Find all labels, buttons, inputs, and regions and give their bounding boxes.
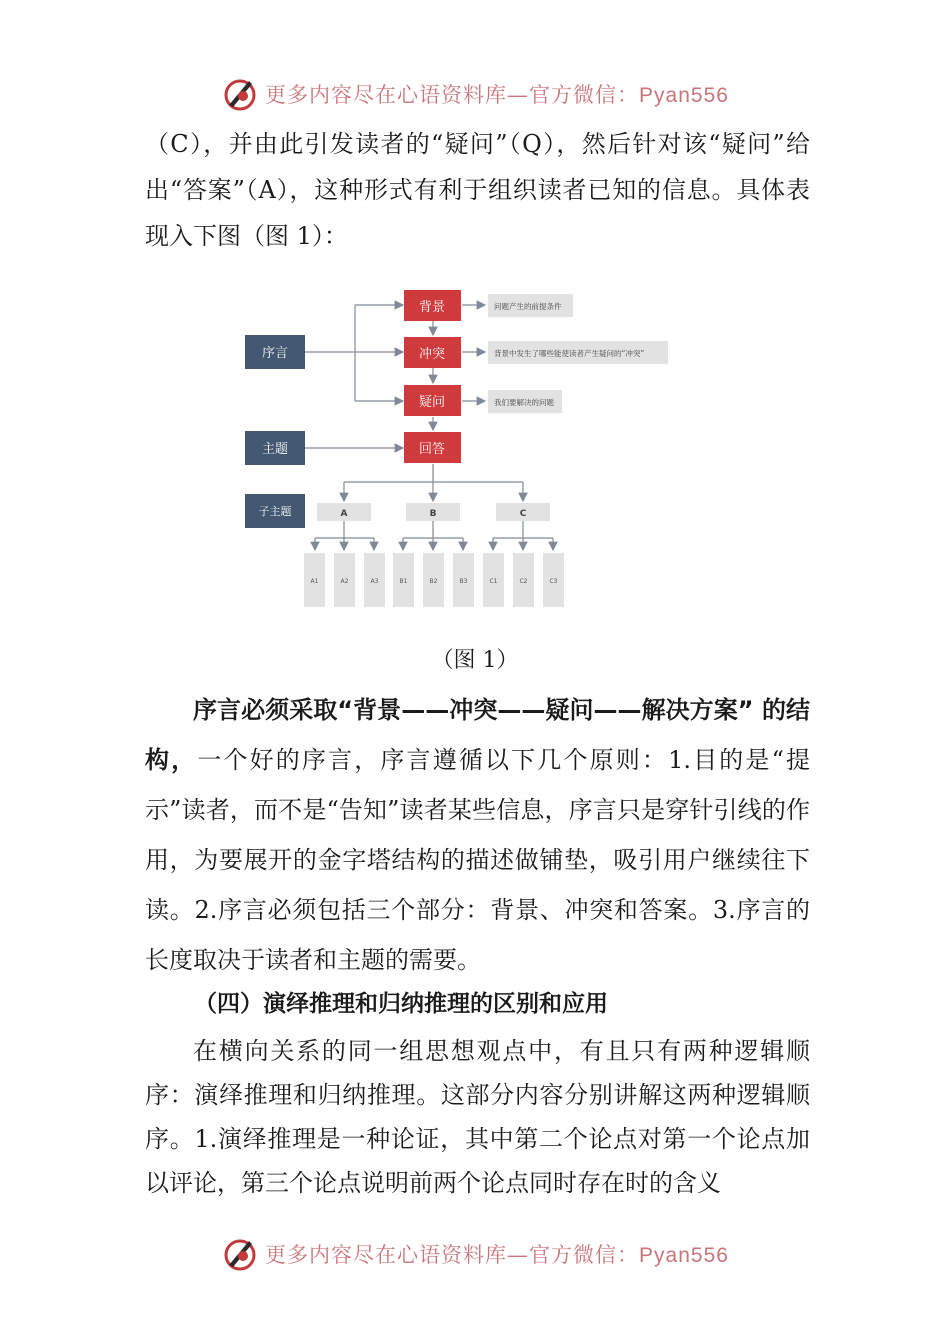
subtopic-box-a xyxy=(317,503,371,521)
svg-text:我们要解决的问题: 我们要解决的问题 xyxy=(494,398,554,407)
svg-text:B2: B2 xyxy=(429,578,438,585)
bold-lead-text: 序言必须采取“背景——冲突——疑问——解决方案” 的结构， xyxy=(145,696,810,774)
figure-caption: （图 1） xyxy=(431,648,519,673)
leaf-a1 xyxy=(304,553,325,607)
svg-text:A1: A1 xyxy=(310,578,319,585)
leaf-c1 xyxy=(483,553,504,607)
scqa-diagram xyxy=(240,283,680,613)
svg-text:B3: B3 xyxy=(459,578,468,585)
svg-text:A3: A3 xyxy=(370,578,379,585)
red-box-question xyxy=(404,385,461,416)
note-conflict xyxy=(488,341,668,364)
red-box-background xyxy=(404,290,461,321)
svg-text:C2: C2 xyxy=(519,578,528,585)
leaf-b3 xyxy=(453,553,474,607)
svg-text:B1: B1 xyxy=(399,578,408,585)
section-heading: （四）演绎推理和归纳推理的区别和应用 xyxy=(194,991,608,1017)
left-box-topic xyxy=(245,431,305,465)
leaf-a3 xyxy=(364,553,385,607)
banner-text: 更多内容尽在心语资料库—官方微信：Pyan556 xyxy=(265,83,729,107)
svg-text:C1: C1 xyxy=(489,578,498,585)
svg-text:子主题: 子主题 xyxy=(258,505,292,518)
brush-logo-icon xyxy=(221,75,259,113)
banner-wechat-id: Pyan556 xyxy=(639,84,729,107)
left-box-subtopic xyxy=(245,494,305,528)
svg-text:疑问: 疑问 xyxy=(418,395,446,410)
leaf-a2 xyxy=(334,553,355,607)
svg-text:问题产生的前提条件: 问题产生的前提条件 xyxy=(494,302,562,311)
banner-wechat-id: Pyan556 xyxy=(639,1244,729,1267)
red-box-conflict xyxy=(404,337,461,368)
leaf-b2 xyxy=(423,553,444,607)
svg-text:C: C xyxy=(519,509,527,519)
svg-text:B: B xyxy=(429,509,437,519)
svg-text:A2: A2 xyxy=(340,578,349,585)
subtopic-box-c xyxy=(496,503,550,521)
leaf-b1 xyxy=(393,553,414,607)
bottom-watermark-banner xyxy=(0,1234,950,1274)
svg-text:背景: 背景 xyxy=(418,300,446,315)
svg-text:主题: 主题 xyxy=(261,442,289,457)
note-question xyxy=(488,390,562,413)
svg-text:背景中发生了哪些能使读者产生疑问的“冲突”: 背景中发生了哪些能使读者产生疑问的“冲突” xyxy=(494,349,645,358)
note-background xyxy=(488,294,573,317)
leaf-c2 xyxy=(513,553,534,607)
left-box-preface xyxy=(245,335,305,369)
top-watermark-banner xyxy=(0,74,950,114)
subtopic-box-b xyxy=(406,503,460,521)
svg-text:序言: 序言 xyxy=(261,346,289,361)
red-box-answer xyxy=(404,432,461,463)
paragraph-intro: （C），并由此引发读者的“疑问”（Q），然后针对该“疑问”给出“答案”（A），这种形式有利于组织读者已知的信息。具体表现入下图（图 1）： xyxy=(145,130,810,250)
svg-text:冲突: 冲突 xyxy=(418,347,446,362)
svg-text:C3: C3 xyxy=(549,578,558,585)
paragraph-deduction: 在横向关系的同一组思想观点中，有且只有两种逻辑顺序：演绎推理和归纳推理。这部分内容分别讲解这两种逻辑顺序。1.演绎推理是一种论证，其中第二个论点对第一个论点加以评论，第三个论点说明前两个论点同时存在时的含义 xyxy=(145,1037,810,1197)
principles-text: 一个好的序言，序言遵循以下几个原则：1.目的是“提示”读者，而不是“告知”读者某些信息，序言只是穿针引线的作用，为要展开的金字塔结构的描述做铺垫，吸引用户继续往下读。2.序言必须包括三个部分：背景、冲突和答案。3.序言的长度取决于读者和主题的需要。 xyxy=(145,746,811,974)
leaf-c3 xyxy=(543,553,564,607)
svg-text:回答: 回答 xyxy=(418,442,446,457)
brush-logo-icon xyxy=(221,1235,259,1273)
banner-text: 更多内容尽在心语资料库—官方微信：Pyan556 xyxy=(265,1243,729,1267)
svg-text:A: A xyxy=(340,509,348,519)
paragraph-preface-principles xyxy=(145,685,810,985)
